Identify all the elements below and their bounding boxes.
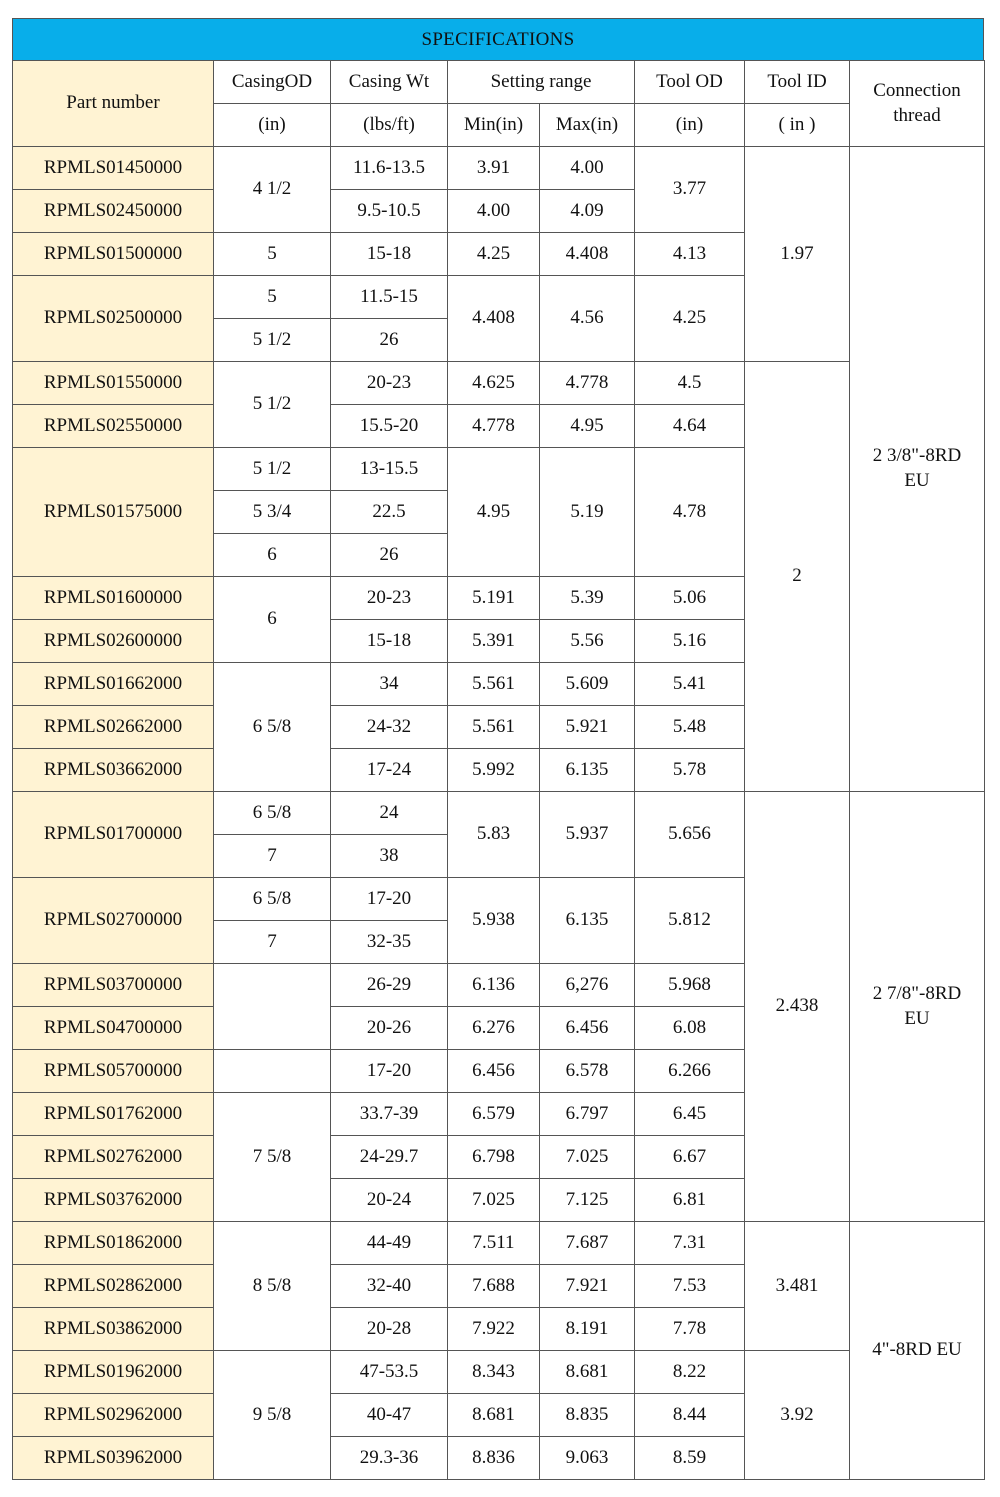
casing-od-cell: 9 5/8 — [214, 1351, 331, 1480]
specifications-table-container — [12, 18, 984, 1480]
casing-wt-cell: 44-49 — [331, 1222, 448, 1265]
part-number-cell: RPMLS02662000 — [13, 706, 214, 749]
casing-wt-cell: 11.5-15 — [331, 276, 448, 319]
table-row — [13, 792, 985, 835]
max-cell: 4.00 — [540, 147, 635, 190]
part-number-cell: RPMLS01662000 — [13, 663, 214, 706]
tool-od-cell: 6.67 — [635, 1136, 745, 1179]
min-cell: 3.91 — [448, 147, 540, 190]
min-cell: 5.83 — [448, 792, 540, 878]
max-cell: 5.937 — [540, 792, 635, 878]
min-cell: 5.992 — [448, 749, 540, 792]
part-number-cell: RPMLS04700000 — [13, 1007, 214, 1050]
casing-wt-cell: 20-23 — [331, 577, 448, 620]
min-cell: 4.95 — [448, 448, 540, 577]
min-cell: 7.688 — [448, 1265, 540, 1308]
casing-wt-cell: 47-53.5 — [331, 1351, 448, 1394]
min-cell: 4.00 — [448, 190, 540, 233]
min-cell: 6.136 — [448, 964, 540, 1007]
table-row — [13, 1351, 985, 1394]
casing-wt-cell: 17-20 — [331, 1050, 448, 1093]
tool-od-cell: 5.78 — [635, 749, 745, 792]
min-cell: 6.579 — [448, 1093, 540, 1136]
min-cell: 8.836 — [448, 1437, 540, 1480]
max-cell: 5.39 — [540, 577, 635, 620]
tool-od-cell: 5.656 — [635, 792, 745, 878]
casing-od-cell: 4 1/2 — [214, 147, 331, 233]
tool-od-cell: 5.48 — [635, 706, 745, 749]
tool-od-cell: 7.31 — [635, 1222, 745, 1265]
tool-od-cell: 8.44 — [635, 1394, 745, 1437]
part-number-cell: RPMLS02862000 — [13, 1265, 214, 1308]
min-cell: 7.025 — [448, 1179, 540, 1222]
tool-od-cell: 7.53 — [635, 1265, 745, 1308]
specifications-table — [12, 60, 985, 1480]
part-number-cell: RPMLS02450000 — [13, 190, 214, 233]
casing-od-cell: 6 — [214, 577, 331, 663]
tool-od-cell: 6.266 — [635, 1050, 745, 1093]
casing-od-cell — [214, 1050, 331, 1093]
casing-wt-cell: 33.7-39 — [331, 1093, 448, 1136]
tool-od-cell: 5.812 — [635, 878, 745, 964]
max-cell: 7.921 — [540, 1265, 635, 1308]
casing-wt-cell: 34 — [331, 663, 448, 706]
min-cell: 5.938 — [448, 878, 540, 964]
header-tool-od: Tool OD — [635, 61, 745, 104]
min-cell: 4.408 — [448, 276, 540, 362]
casing-od-cell: 5 1/2 — [214, 362, 331, 448]
min-cell: 5.191 — [448, 577, 540, 620]
table-row — [13, 362, 985, 405]
part-number-cell: RPMLS01500000 — [13, 233, 214, 276]
max-cell: 8.681 — [540, 1351, 635, 1394]
part-number-cell: RPMLS03762000 — [13, 1179, 214, 1222]
casing-wt-cell: 20-23 — [331, 362, 448, 405]
casing-od-cell: 5 — [214, 233, 331, 276]
max-cell: 5.609 — [540, 663, 635, 706]
max-cell: 6.578 — [540, 1050, 635, 1093]
tool-od-cell: 6.81 — [635, 1179, 745, 1222]
connection-thread-cell: 4"-8RD EU — [850, 1222, 985, 1480]
tool-od-cell: 4.25 — [635, 276, 745, 362]
max-cell: 6.135 — [540, 878, 635, 964]
part-number-cell: RPMLS01700000 — [13, 792, 214, 878]
max-cell: 4.95 — [540, 405, 635, 448]
tool-od-cell: 8.59 — [635, 1437, 745, 1480]
casing-wt-cell: 26 — [331, 319, 448, 362]
tool-id-cell: 3.92 — [745, 1351, 850, 1480]
casing-wt-cell: 20-24 — [331, 1179, 448, 1222]
casing-wt-cell: 20-28 — [331, 1308, 448, 1351]
max-cell: 7.025 — [540, 1136, 635, 1179]
header-connection-thread: Connection thread — [850, 61, 985, 147]
part-number-cell: RPMLS02762000 — [13, 1136, 214, 1179]
header-max: Max(in) — [540, 104, 635, 147]
tool-od-cell: 8.22 — [635, 1351, 745, 1394]
header-casing-od: CasingOD — [214, 61, 331, 104]
casing-wt-cell: 15-18 — [331, 620, 448, 663]
header-tool-id-unit: ( in ) — [745, 104, 850, 147]
tool-od-cell: 3.77 — [635, 147, 745, 233]
part-number-cell: RPMLS05700000 — [13, 1050, 214, 1093]
casing-wt-cell: 9.5-10.5 — [331, 190, 448, 233]
part-number-cell: RPMLS02600000 — [13, 620, 214, 663]
max-cell: 5.921 — [540, 706, 635, 749]
tool-id-cell: 2.438 — [745, 792, 850, 1222]
connection-thread-cell: 2 3/8"-8RD EU — [850, 147, 985, 792]
casing-od-cell: 7 5/8 — [214, 1093, 331, 1222]
tool-id-cell: 1.97 — [745, 147, 850, 362]
casing-wt-cell: 20-26 — [331, 1007, 448, 1050]
min-cell: 8.343 — [448, 1351, 540, 1394]
casing-wt-cell: 17-20 — [331, 878, 448, 921]
table-row — [13, 1222, 985, 1265]
max-cell: 9.063 — [540, 1437, 635, 1480]
max-cell: 6.456 — [540, 1007, 635, 1050]
tool-od-cell: 5.06 — [635, 577, 745, 620]
min-cell: 7.922 — [448, 1308, 540, 1351]
max-cell: 5.19 — [540, 448, 635, 577]
connection-thread-cell: 2 7/8"-8RD EU — [850, 792, 985, 1222]
casing-od-cell — [214, 964, 331, 1050]
casing-od-cell: 7 — [214, 921, 331, 964]
casing-od-cell: 6 — [214, 534, 331, 577]
casing-od-cell: 6 5/8 — [214, 878, 331, 921]
casing-wt-cell: 24-32 — [331, 706, 448, 749]
min-cell: 4.25 — [448, 233, 540, 276]
table-row — [13, 147, 985, 190]
casing-wt-cell: 15-18 — [331, 233, 448, 276]
max-cell: 6,276 — [540, 964, 635, 1007]
part-number-cell: RPMLS03962000 — [13, 1437, 214, 1480]
max-cell: 4.408 — [540, 233, 635, 276]
part-number-cell: RPMLS02962000 — [13, 1394, 214, 1437]
part-number-cell: RPMLS01762000 — [13, 1093, 214, 1136]
min-cell: 6.456 — [448, 1050, 540, 1093]
casing-wt-cell: 17-24 — [331, 749, 448, 792]
max-cell: 4.09 — [540, 190, 635, 233]
tool-od-cell: 6.08 — [635, 1007, 745, 1050]
tool-od-cell: 5.16 — [635, 620, 745, 663]
part-number-cell: RPMLS02550000 — [13, 405, 214, 448]
casing-wt-cell: 40-47 — [331, 1394, 448, 1437]
max-cell: 6.797 — [540, 1093, 635, 1136]
min-cell: 5.561 — [448, 706, 540, 749]
table-title: SPECIFICATIONS — [12, 18, 984, 60]
casing-wt-cell: 22.5 — [331, 491, 448, 534]
casing-od-cell: 5 1/2 — [214, 448, 331, 491]
header-casing-wt-unit: (lbs/ft) — [331, 104, 448, 147]
casing-od-cell: 6 5/8 — [214, 663, 331, 792]
max-cell: 4.56 — [540, 276, 635, 362]
header-tool-id: Tool ID — [745, 61, 850, 104]
tool-id-cell: 3.481 — [745, 1222, 850, 1351]
tool-od-cell: 6.45 — [635, 1093, 745, 1136]
casing-wt-cell: 38 — [331, 835, 448, 878]
casing-od-cell: 6 5/8 — [214, 792, 331, 835]
part-number-cell: RPMLS01962000 — [13, 1351, 214, 1394]
min-cell: 4.625 — [448, 362, 540, 405]
part-number-cell: RPMLS01600000 — [13, 577, 214, 620]
header-tool-od-unit: (in) — [635, 104, 745, 147]
part-number-cell: RPMLS01550000 — [13, 362, 214, 405]
part-number-cell: RPMLS01862000 — [13, 1222, 214, 1265]
min-cell: 7.511 — [448, 1222, 540, 1265]
casing-wt-cell: 11.6-13.5 — [331, 147, 448, 190]
casing-wt-cell: 29.3-36 — [331, 1437, 448, 1480]
max-cell: 8.191 — [540, 1308, 635, 1351]
casing-wt-cell: 26 — [331, 534, 448, 577]
min-cell: 8.681 — [448, 1394, 540, 1437]
tool-id-cell: 2 — [745, 362, 850, 792]
part-number-cell: RPMLS03662000 — [13, 749, 214, 792]
tool-od-cell: 4.13 — [635, 233, 745, 276]
header-setting-range: Setting range — [448, 61, 635, 104]
casing-wt-cell: 32-40 — [331, 1265, 448, 1308]
part-number-cell: RPMLS03862000 — [13, 1308, 214, 1351]
max-cell: 4.778 — [540, 362, 635, 405]
casing-od-cell: 7 — [214, 835, 331, 878]
part-number-cell: RPMLS01575000 — [13, 448, 214, 577]
part-number-cell: RPMLS03700000 — [13, 964, 214, 1007]
part-number-cell: RPMLS02700000 — [13, 878, 214, 964]
casing-od-cell: 5 3/4 — [214, 491, 331, 534]
tool-od-cell: 4.78 — [635, 448, 745, 577]
casing-od-cell: 5 — [214, 276, 331, 319]
min-cell: 5.561 — [448, 663, 540, 706]
casing-wt-cell: 24-29.7 — [331, 1136, 448, 1179]
tool-od-cell: 5.968 — [635, 964, 745, 1007]
header-part-number: Part number — [13, 61, 214, 147]
casing-od-cell: 8 5/8 — [214, 1222, 331, 1351]
casing-wt-cell: 24 — [331, 792, 448, 835]
header-casing-od-unit: (in) — [214, 104, 331, 147]
header-min: Min(in) — [448, 104, 540, 147]
min-cell: 6.798 — [448, 1136, 540, 1179]
tool-od-cell: 4.5 — [635, 362, 745, 405]
part-number-cell: RPMLS01450000 — [13, 147, 214, 190]
casing-wt-cell: 32-35 — [331, 921, 448, 964]
max-cell: 8.835 — [540, 1394, 635, 1437]
header-casing-wt: Casing Wt — [331, 61, 448, 104]
min-cell: 4.778 — [448, 405, 540, 448]
tool-od-cell: 7.78 — [635, 1308, 745, 1351]
max-cell: 6.135 — [540, 749, 635, 792]
max-cell: 5.56 — [540, 620, 635, 663]
part-number-cell: RPMLS02500000 — [13, 276, 214, 362]
casing-wt-cell: 13-15.5 — [331, 448, 448, 491]
max-cell: 7.125 — [540, 1179, 635, 1222]
casing-od-cell: 5 1/2 — [214, 319, 331, 362]
tool-od-cell: 5.41 — [635, 663, 745, 706]
casing-wt-cell: 15.5-20 — [331, 405, 448, 448]
casing-wt-cell: 26-29 — [331, 964, 448, 1007]
min-cell: 6.276 — [448, 1007, 540, 1050]
tool-od-cell: 4.64 — [635, 405, 745, 448]
max-cell: 7.687 — [540, 1222, 635, 1265]
min-cell: 5.391 — [448, 620, 540, 663]
